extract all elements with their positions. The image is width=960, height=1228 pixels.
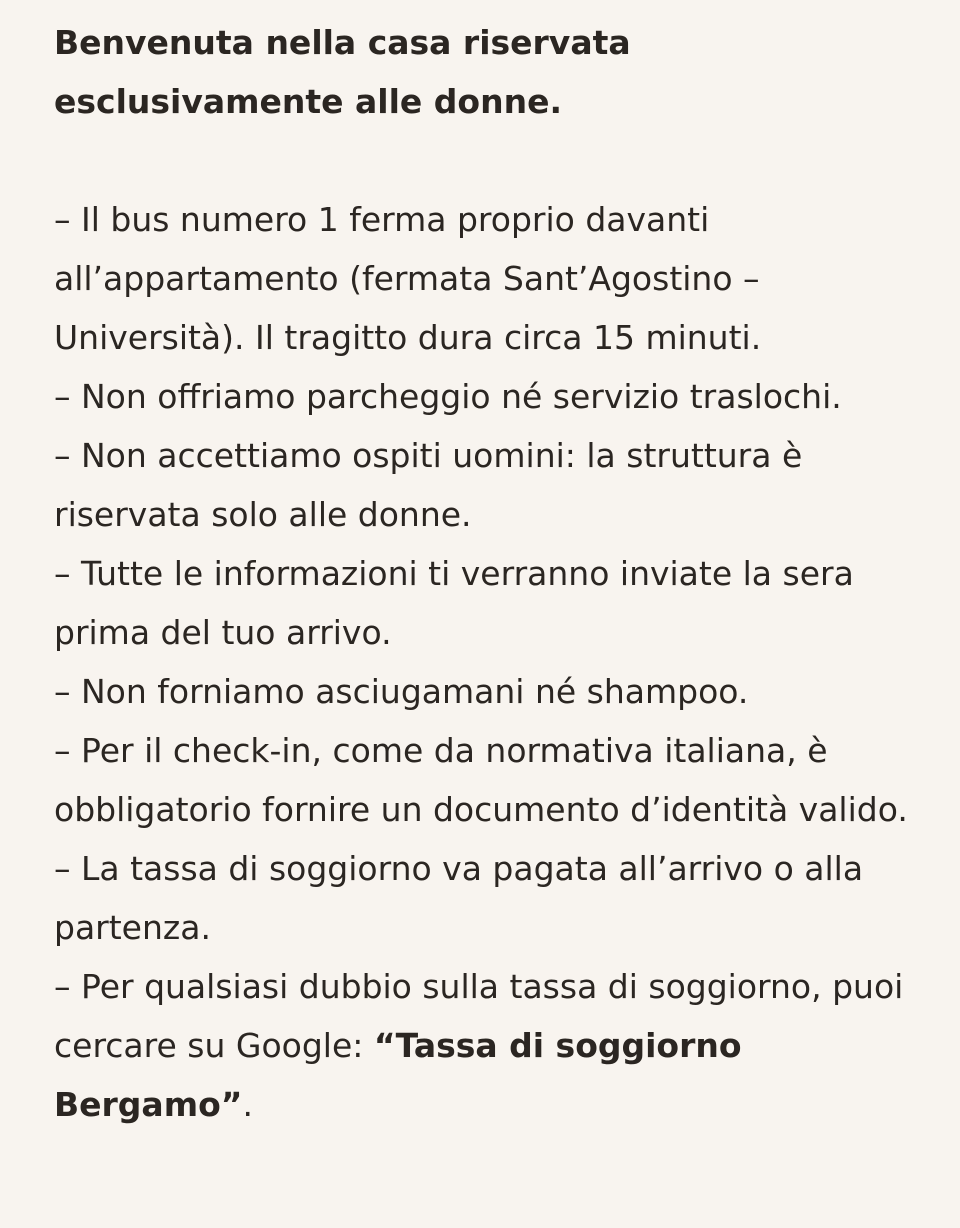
tourist-tax-search-suffix: . <box>242 1085 253 1124</box>
tourist-tax-search-query: “Tassa di soggiorno Bergamo” <box>54 1026 742 1124</box>
rules-text-block <box>54 13 924 1134</box>
welcome-heading <box>54 13 924 131</box>
rule-women-only: – Non accettiamo ospiti uomini: la struttura è riservata solo alle donne. <box>54 436 803 534</box>
rule-towels-shampoo: – Non forniamo asciugamani né shampoo. <box>54 672 749 711</box>
welcome-heading-line-1: Benvenuta nella casa riservata <box>54 23 631 62</box>
welcome-heading-line-2: esclusivamente alle donne. <box>54 82 562 121</box>
rule-tourist-tax-search <box>54 957 924 1134</box>
rule-bus: – Il bus numero 1 ferma proprio davanti all’appartamento (fermata Sant’Agostino – Università). Il tragitto dura circa 15 minuti. <box>54 200 762 357</box>
paragraph-spacer <box>54 131 924 190</box>
tourist-tax-search-prefix: – Per qualsiasi dubbio sulla tassa di soggiorno, puoi cercare su Google: <box>54 967 904 1065</box>
rule-information-delivery: – Tutte le informazioni ti verranno inviate la sera prima del tuo arrivo. <box>54 554 854 652</box>
house-rules-list <box>54 190 924 1134</box>
rule-check-in-id: – Per il check-in, come da normativa italiana, è obbligatorio fornire un documento d’identità valido. <box>54 731 908 829</box>
rule-tourist-tax-payment: – La tassa di soggiorno va pagata all’arrivo o alla partenza. <box>54 849 864 947</box>
rule-parking: – Non offriamo parcheggio né servizio traslochi. <box>54 377 842 416</box>
